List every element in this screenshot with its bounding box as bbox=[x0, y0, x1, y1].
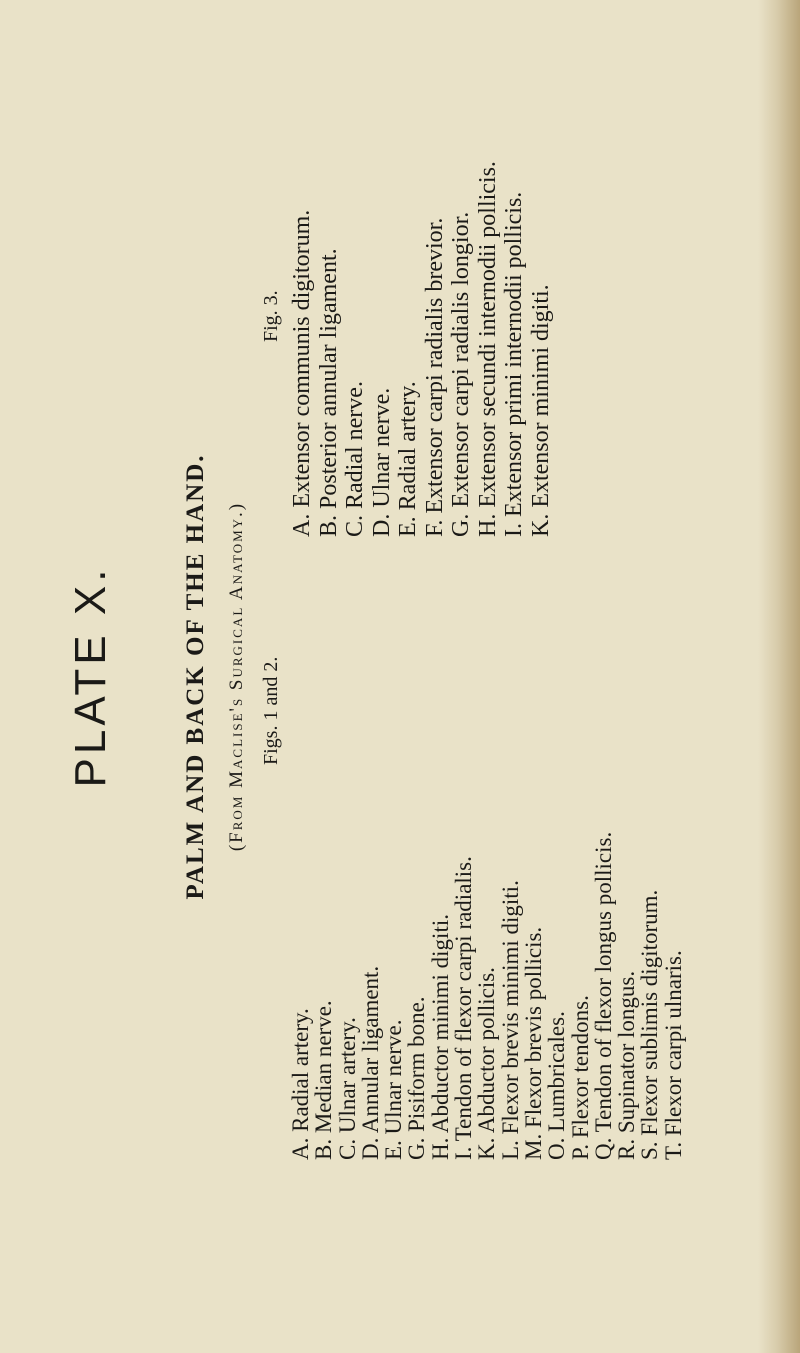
legend-item: K. Extensor minimi digiti. bbox=[527, 284, 554, 537]
legend-item: T. Flexor carpi ulnaris. bbox=[660, 950, 686, 1160]
legend-item: B. Median nerve. bbox=[311, 1000, 337, 1160]
legend-item: G. Extensor carpi radialis longior. bbox=[448, 211, 474, 537]
legend-item: I. Extensor primi internodii pollicis. bbox=[501, 191, 527, 537]
legend-item: H. Extensor secundi internodii pollicis. bbox=[474, 161, 501, 537]
legend-fig-3 bbox=[260, 17, 554, 537]
legend-item: R. Supinator longus. bbox=[614, 970, 640, 1160]
legend-item: D. Annular ligament. bbox=[357, 965, 383, 1160]
legend-item: H. Abductor minimi digiti. bbox=[427, 914, 453, 1160]
legend-item: F. Extensor carpi radialis brevior. bbox=[421, 217, 448, 537]
legend-figs-1-2 bbox=[260, 600, 685, 1160]
legend-item: E. Ulnar nerve. bbox=[381, 1019, 407, 1160]
legend-item: P. Flexor tendons. bbox=[567, 995, 593, 1160]
legend-item: Q. Tendon of flexor longus pollicis. bbox=[590, 831, 616, 1160]
legend-item: G. Pisiform bone. bbox=[404, 996, 430, 1160]
legend-item: B. Posterior annular ligament. bbox=[315, 248, 342, 537]
legend-item: E. Radial artery. bbox=[395, 381, 421, 537]
legend-item: S. Flexor sublimis digitorum. bbox=[637, 889, 663, 1160]
legend-item: K. Abductor pollicis. bbox=[474, 967, 500, 1160]
legend-fig-3-heading: Fig. 3. bbox=[260, 290, 282, 342]
plate-title: PLATE X. bbox=[66, 565, 115, 788]
legend-item: A. Extensor communis digitorum. bbox=[289, 209, 315, 537]
legend-item: I. Tendon of flexor carpi radialis. bbox=[451, 856, 477, 1160]
legend-figs-1-2-heading: Figs. 1 and 2. bbox=[260, 656, 282, 765]
legend-fig-3-list bbox=[289, 17, 554, 537]
plate-subtitle: PALM AND BACK OF THE HAND. bbox=[182, 453, 209, 900]
legend-item: C. Ulnar artery. bbox=[334, 1017, 360, 1160]
legend-item: L. Flexor brevis minimi digiti. bbox=[497, 880, 523, 1160]
source-credit: (From Maclise's Surgical Anatomy.) bbox=[226, 501, 247, 852]
legend-item: D. Ulnar nerve. bbox=[368, 387, 395, 537]
legend-item: O. Lumbricales. bbox=[544, 1011, 570, 1160]
legend-item: A. Radial artery. bbox=[288, 1008, 313, 1160]
legend-item: C. Radial nerve. bbox=[342, 381, 368, 537]
legend-figs-1-2-list bbox=[289, 600, 685, 1160]
legend-item: M. Flexor brevis pollicis. bbox=[520, 926, 546, 1160]
